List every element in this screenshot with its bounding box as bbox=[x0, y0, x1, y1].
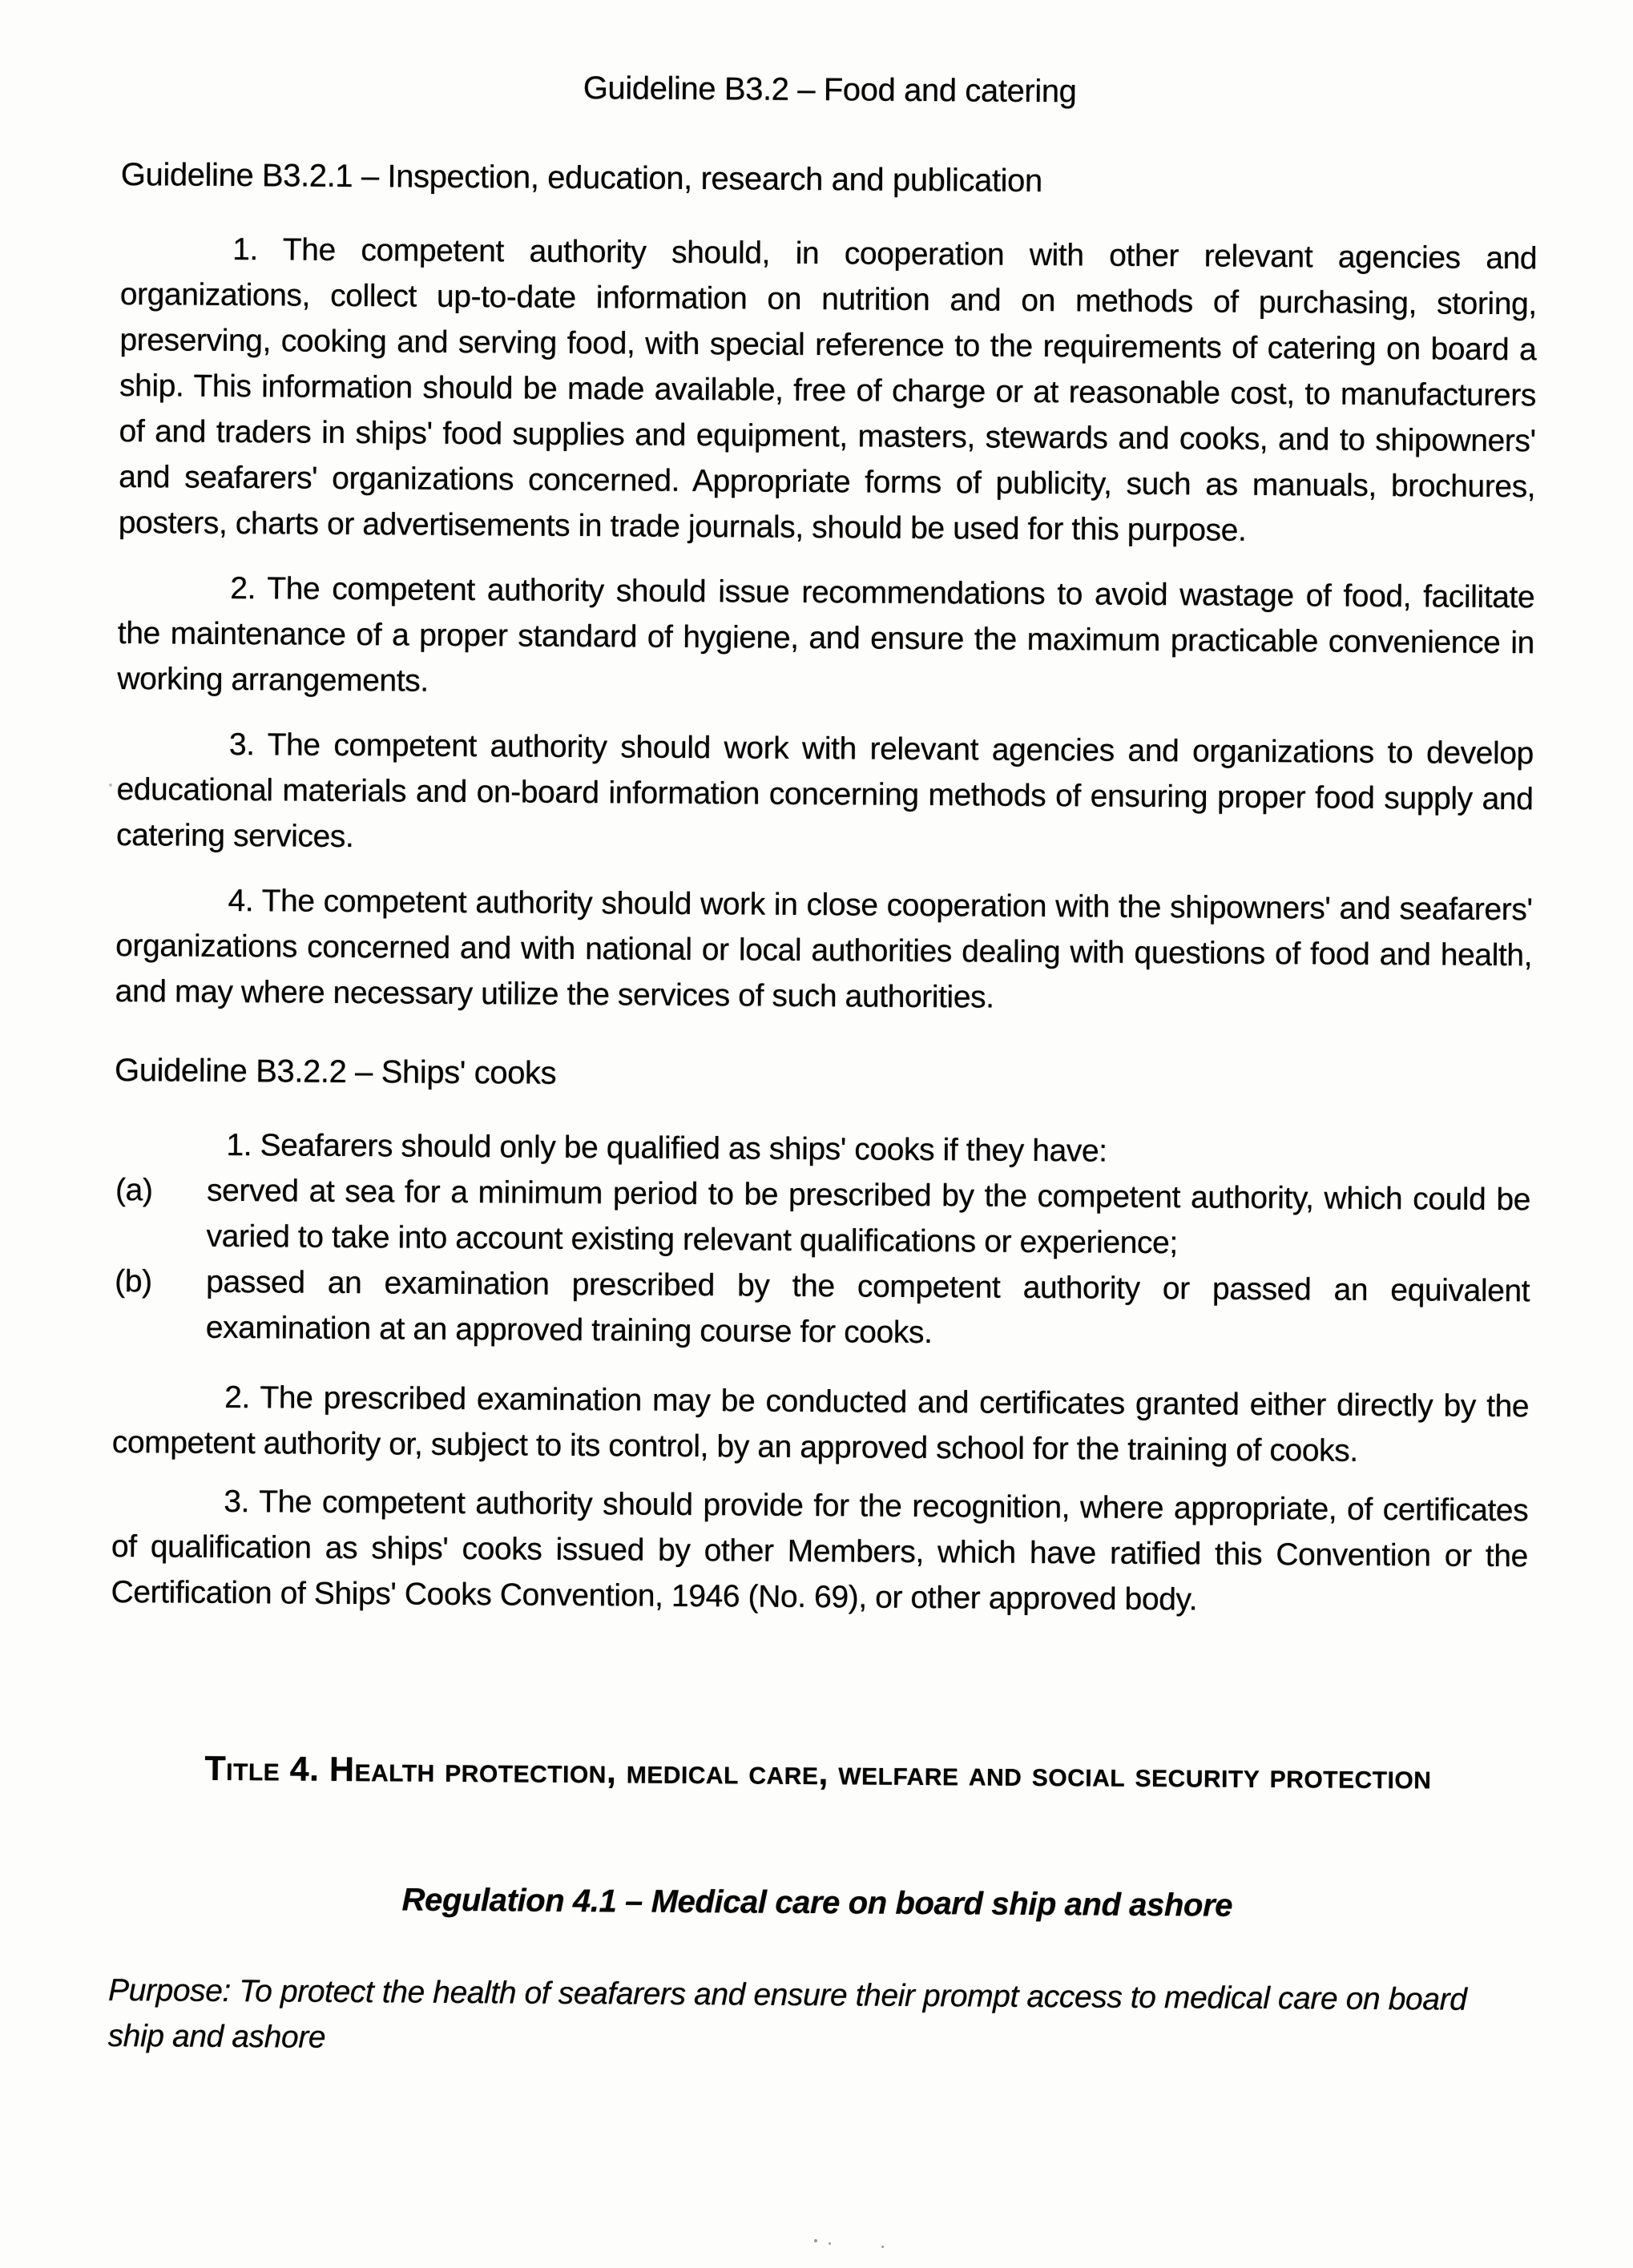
list-item-b-text: passed an examination prescribed by the competent authority or passed an equivalent examination at an approved training course for cooks. bbox=[205, 1264, 1530, 1351]
guideline-b322-heading: Guideline B3.2.2 – Ships' cooks bbox=[114, 1052, 557, 1091]
regulation-4-1-heading: Regulation 4.1 – Medical care on board ship and ashore bbox=[401, 1882, 1233, 1924]
b322-paragraph-2: 2. The prescribed examination may be conducted and certificates granted either directly by the competent authority or, subject to its control, by an approved school for the training of cooks. bbox=[111, 1380, 1530, 1468]
list-item-b-label: (b) bbox=[115, 1263, 152, 1299]
b322-paragraph-1-intro: 1. Seafarers should only be qualified as ships' cooks if they have: bbox=[226, 1127, 1107, 1169]
list-item-a bbox=[113, 1167, 1530, 1268]
b322-paragraph-3: 3. The competent authority should provide for the recognition, where appropriate, of certificates of qualification as ships' cooks issued by other Members, which have ratified this Convention or the Certification of Ships' Cooks Convention, 1946 (No. 69), or other approved body. bbox=[111, 1484, 1529, 1617]
document-content bbox=[107, 46, 1538, 2069]
scan-speck bbox=[881, 2246, 884, 2248]
list-item-a-label: (a) bbox=[115, 1172, 153, 1208]
guideline-b321-heading: Guideline B3.2.1 – Inspection, education, research and publication bbox=[120, 156, 1042, 199]
scan-speck bbox=[814, 2239, 817, 2242]
regulation-4-1-purpose: Purpose: To protect the health of seafarers and ensure their prompt access to medical care on board ship and ashore bbox=[107, 1972, 1467, 2055]
page-title: Guideline B3.2 – Food and catering bbox=[583, 70, 1077, 110]
scan-speck bbox=[109, 784, 112, 787]
b321-paragraph-1: 1. The competent authority should, in cooperation with other relevant agencies and organizations, collect up-to-date information on nutrition and on methods of purchasing, storing, preserving, cooking and serving food, with special reference to the requirements of catering on board a ship. This information should be made available, free of charge or at reasonable cost, to manufacturers of and traders in ships' food supplies and equipment, masters, stewards and cooks, and to shipowners' and seafarers' organizations concerned. Appropriate forms of publicity, such as manuals, brochures, posters, charts or advertisements in trade journals, should be used for this purpose. bbox=[118, 232, 1538, 548]
b321-paragraph-4: 4. The competent authority should work in close cooperation with the shipowners' and seafarers' organizations concerned and with national or local authorities dealing with questions of food and health, and may where necessary utilize the services of such authorities. bbox=[115, 883, 1533, 1015]
title-4-heading: Title 4. Health protection, medical care, welfare and social security protection bbox=[204, 1749, 1432, 1797]
list-item-a-text: served at sea for a minimum period to be prescribed by the competent authority, which could be varied to take into account existing relevant qualifications or experience; bbox=[206, 1173, 1531, 1261]
scan-speck bbox=[1236, 804, 1239, 807]
scan-speck bbox=[186, 993, 188, 996]
b321-paragraph-2: 2. The competent authority should issue recommendations to avoid wastage of food, facilitate the maintenance of a proper standard of hygiene, and ensure the maximum practicable convenience in working arrangements. bbox=[117, 570, 1535, 699]
b321-paragraph-3: 3. The competent authority should work with relevant agencies and organizations to develop educational materials and on-board information concerning methods of ensuring proper food supply and catering services. bbox=[115, 727, 1534, 855]
scan-speck bbox=[829, 2242, 831, 2245]
list-item-b bbox=[113, 1259, 1530, 1360]
